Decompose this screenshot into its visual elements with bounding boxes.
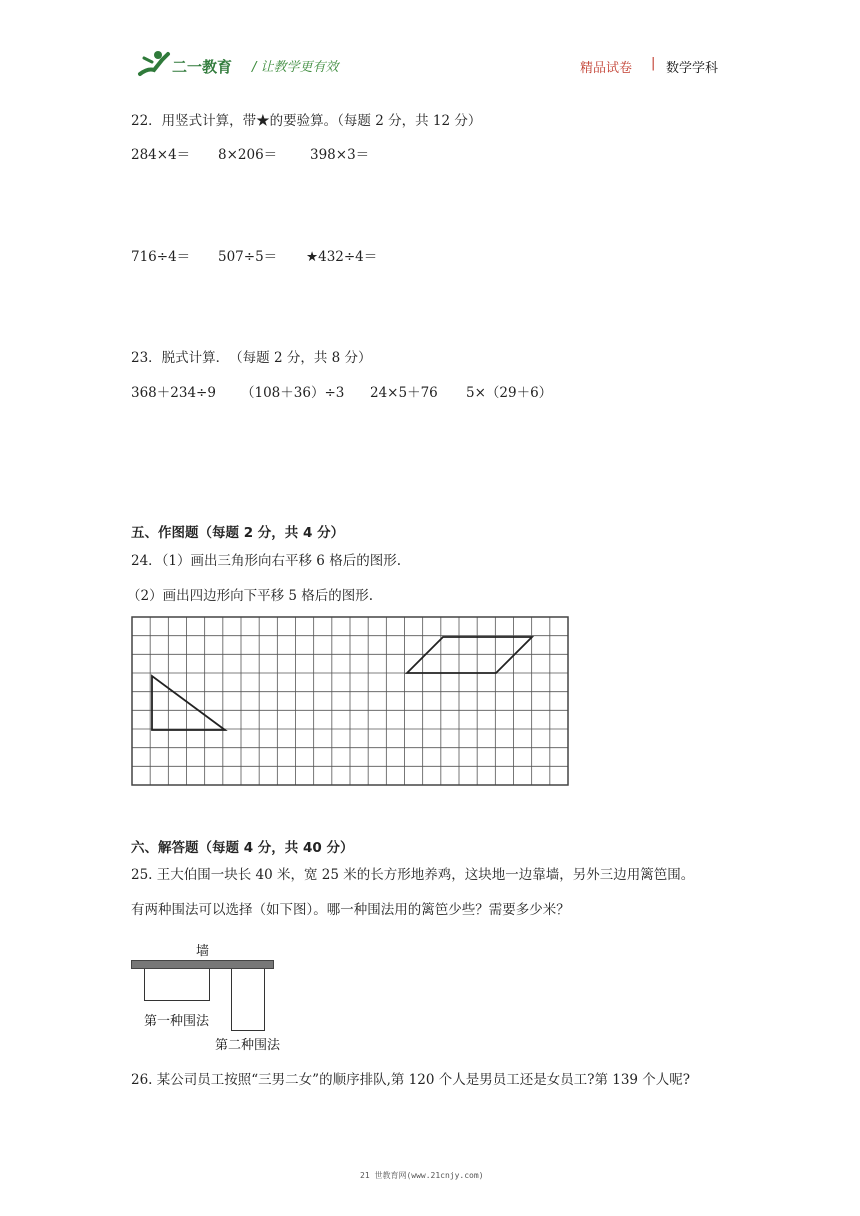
header-slogan: / 让教学更有效 [252,60,339,75]
q23-item: 5×（29＋6） [466,385,553,401]
q23-item: 24×5＋76 [370,385,438,401]
option1-label: 第一种围法 [144,1014,210,1029]
header-separator: | [651,56,656,71]
q26-text: 26. 某公司员工按照“三男二女”的顺序排队,第 120 个人是男员工还是女员工?第 139 个人呢? [131,1072,691,1088]
q23-item: 368＋234÷9 [131,385,216,401]
wall-bar [131,960,274,969]
translation-grid-figure [131,616,571,788]
header-subject: 数学学科 [666,61,719,76]
page-footer: 21 世教育网(www.21cnjy.com) [360,1171,484,1180]
logo-text: 二一教育 [172,58,233,76]
q22-title: 22．用竖式计算，带★的要验算。（每题 2 分，共 12 分） [131,113,482,129]
section5-title: 五、作图题（每题 2 分，共 4 分） [131,525,345,541]
section6-title: 六、解答题（每题 4 分，共 40 分） [131,840,354,856]
triangle-shape [152,676,225,730]
q22-item: 716÷4＝ [131,249,191,265]
q25-line2: 有两种围法可以选择（如下图）。哪一种围法用的篱笆少些？需要多少米？ [131,902,570,918]
q23-item: （108＋36）÷3 [241,385,345,401]
q24-line2: （2）画出四边形向下平移 5 格后的图形. [127,588,374,604]
wall-label: 墙 [196,944,210,959]
runner-logo-icon [134,48,174,78]
q23-title: 23．脱式计算． （每题 2 分，共 8 分） [131,350,372,366]
q22-item: 8×206＝ [218,147,278,163]
fence-option1-shape [144,969,210,1001]
q22-item: 398×3＝ [310,147,370,163]
q22-item: ★432÷4＝ [306,249,378,265]
q22-item: 284×4＝ [131,147,191,163]
option2-label: 第二种围法 [215,1038,281,1053]
fence-option2-shape [231,969,265,1031]
header-tag: 精品试卷 [580,61,633,76]
q25-line1: 25. 王大伯围一块长 40 米，宽 25 米的长方形地养鸡，这块地一边靠墙，另外三边用篱笆围。 [131,867,695,883]
q22-item: 507÷5＝ [218,249,278,265]
q24-line1: 24．（1）画出三角形向右平移 6 格后的图形. [131,553,401,569]
